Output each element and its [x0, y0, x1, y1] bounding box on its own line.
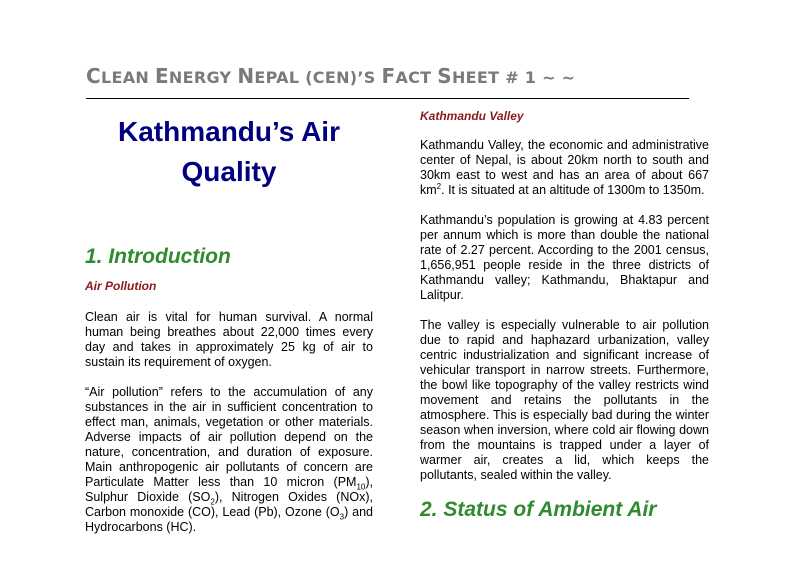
header-part: F — [381, 64, 396, 88]
header-part: HEET # 1 ~ ~ — [451, 68, 576, 87]
paragraph-clean-air: Clean air is vital for human survival. A normal human being breathes about 22,000 times every day and takes in approximately 25 kg of air to sustain its requirement of oxygen. — [85, 310, 373, 369]
header-part: S — [437, 64, 452, 88]
right-column — [420, 108, 709, 523]
header-part: LEAN — [100, 68, 155, 87]
subheading-kathmandu-valley: Kathmandu Valley — [420, 109, 524, 123]
title-line-1: Kathmandu’s Air — [118, 116, 340, 147]
header-part: N — [237, 64, 255, 88]
header-part: ACT — [395, 68, 438, 87]
paragraph-population: Kathmandu’s population is growing at 4.83 percent per annum which is more than double the national rate of 2.27 percent. According to the 2001 census, 1,656,951 people reside in the three districts of Kathmandu valley; Kathmandu, Bhaktapur and Lalitpur. — [420, 213, 709, 302]
left-column — [85, 110, 373, 535]
section-heading-ambient-air: 2. Status of Ambient Air — [420, 498, 657, 521]
header-part: EPAL (CEN) — [254, 68, 358, 87]
paragraph-air-pollution-definition: “Air pollution” refers to the accumulation of any substances in the air in sufficient concentration to effect man, animals, vegetation or other materials. Adverse impacts of air pollution depend on the nature, concentration, and duration of exposure. Main anthropogenic air pollutants of concern are Particulate Matter less than 10 micron $(PM_{10})$, Sulphur Dioxide $(SO_2)$, Nitrogen Oxides (NOx), Carbon monoxide (CO), Lead (Pb), Ozone $(O_3)$ and Hydrocarbons (HC). — [85, 385, 373, 534]
document-title — [85, 110, 373, 192]
paragraph-valley-geography: Kathmandu Valley, the economic and administrative center of Nepal, is about 20km north to south and 30km east to west and has an area of about 667 $km^2$. It is situated at an altitude of 1300m to 1350m. — [420, 138, 709, 197]
fact-sheet-header — [86, 64, 689, 88]
paragraph-vulnerability: The valley is especially vulnerable to air pollution due to rapid and haphazard urbanization, valley centric industrialization and significant increase of vehicular transport in narrow streets. Furthermore, the bowl like topography of the valley restricts wind movement and retains the pollutants in the atmosphere. This is especially bad during the winter season when inversion, where cold air flowing down from the mountains is trapped under a layer of warmer air, creates a lid, which keeps the pollutants, sealed within the valley. — [420, 318, 709, 482]
header-part: S — [363, 68, 382, 87]
header-divider — [86, 98, 689, 99]
header-part: ’ — [357, 68, 364, 87]
section-heading-introduction: 1. Introduction — [85, 245, 231, 268]
header-part: E — [154, 64, 169, 88]
subheading-air-pollution: Air Pollution — [85, 279, 157, 293]
title-line-2: Quality — [181, 156, 277, 187]
header-part: C — [86, 64, 101, 88]
header-part: NERGY — [168, 68, 238, 87]
